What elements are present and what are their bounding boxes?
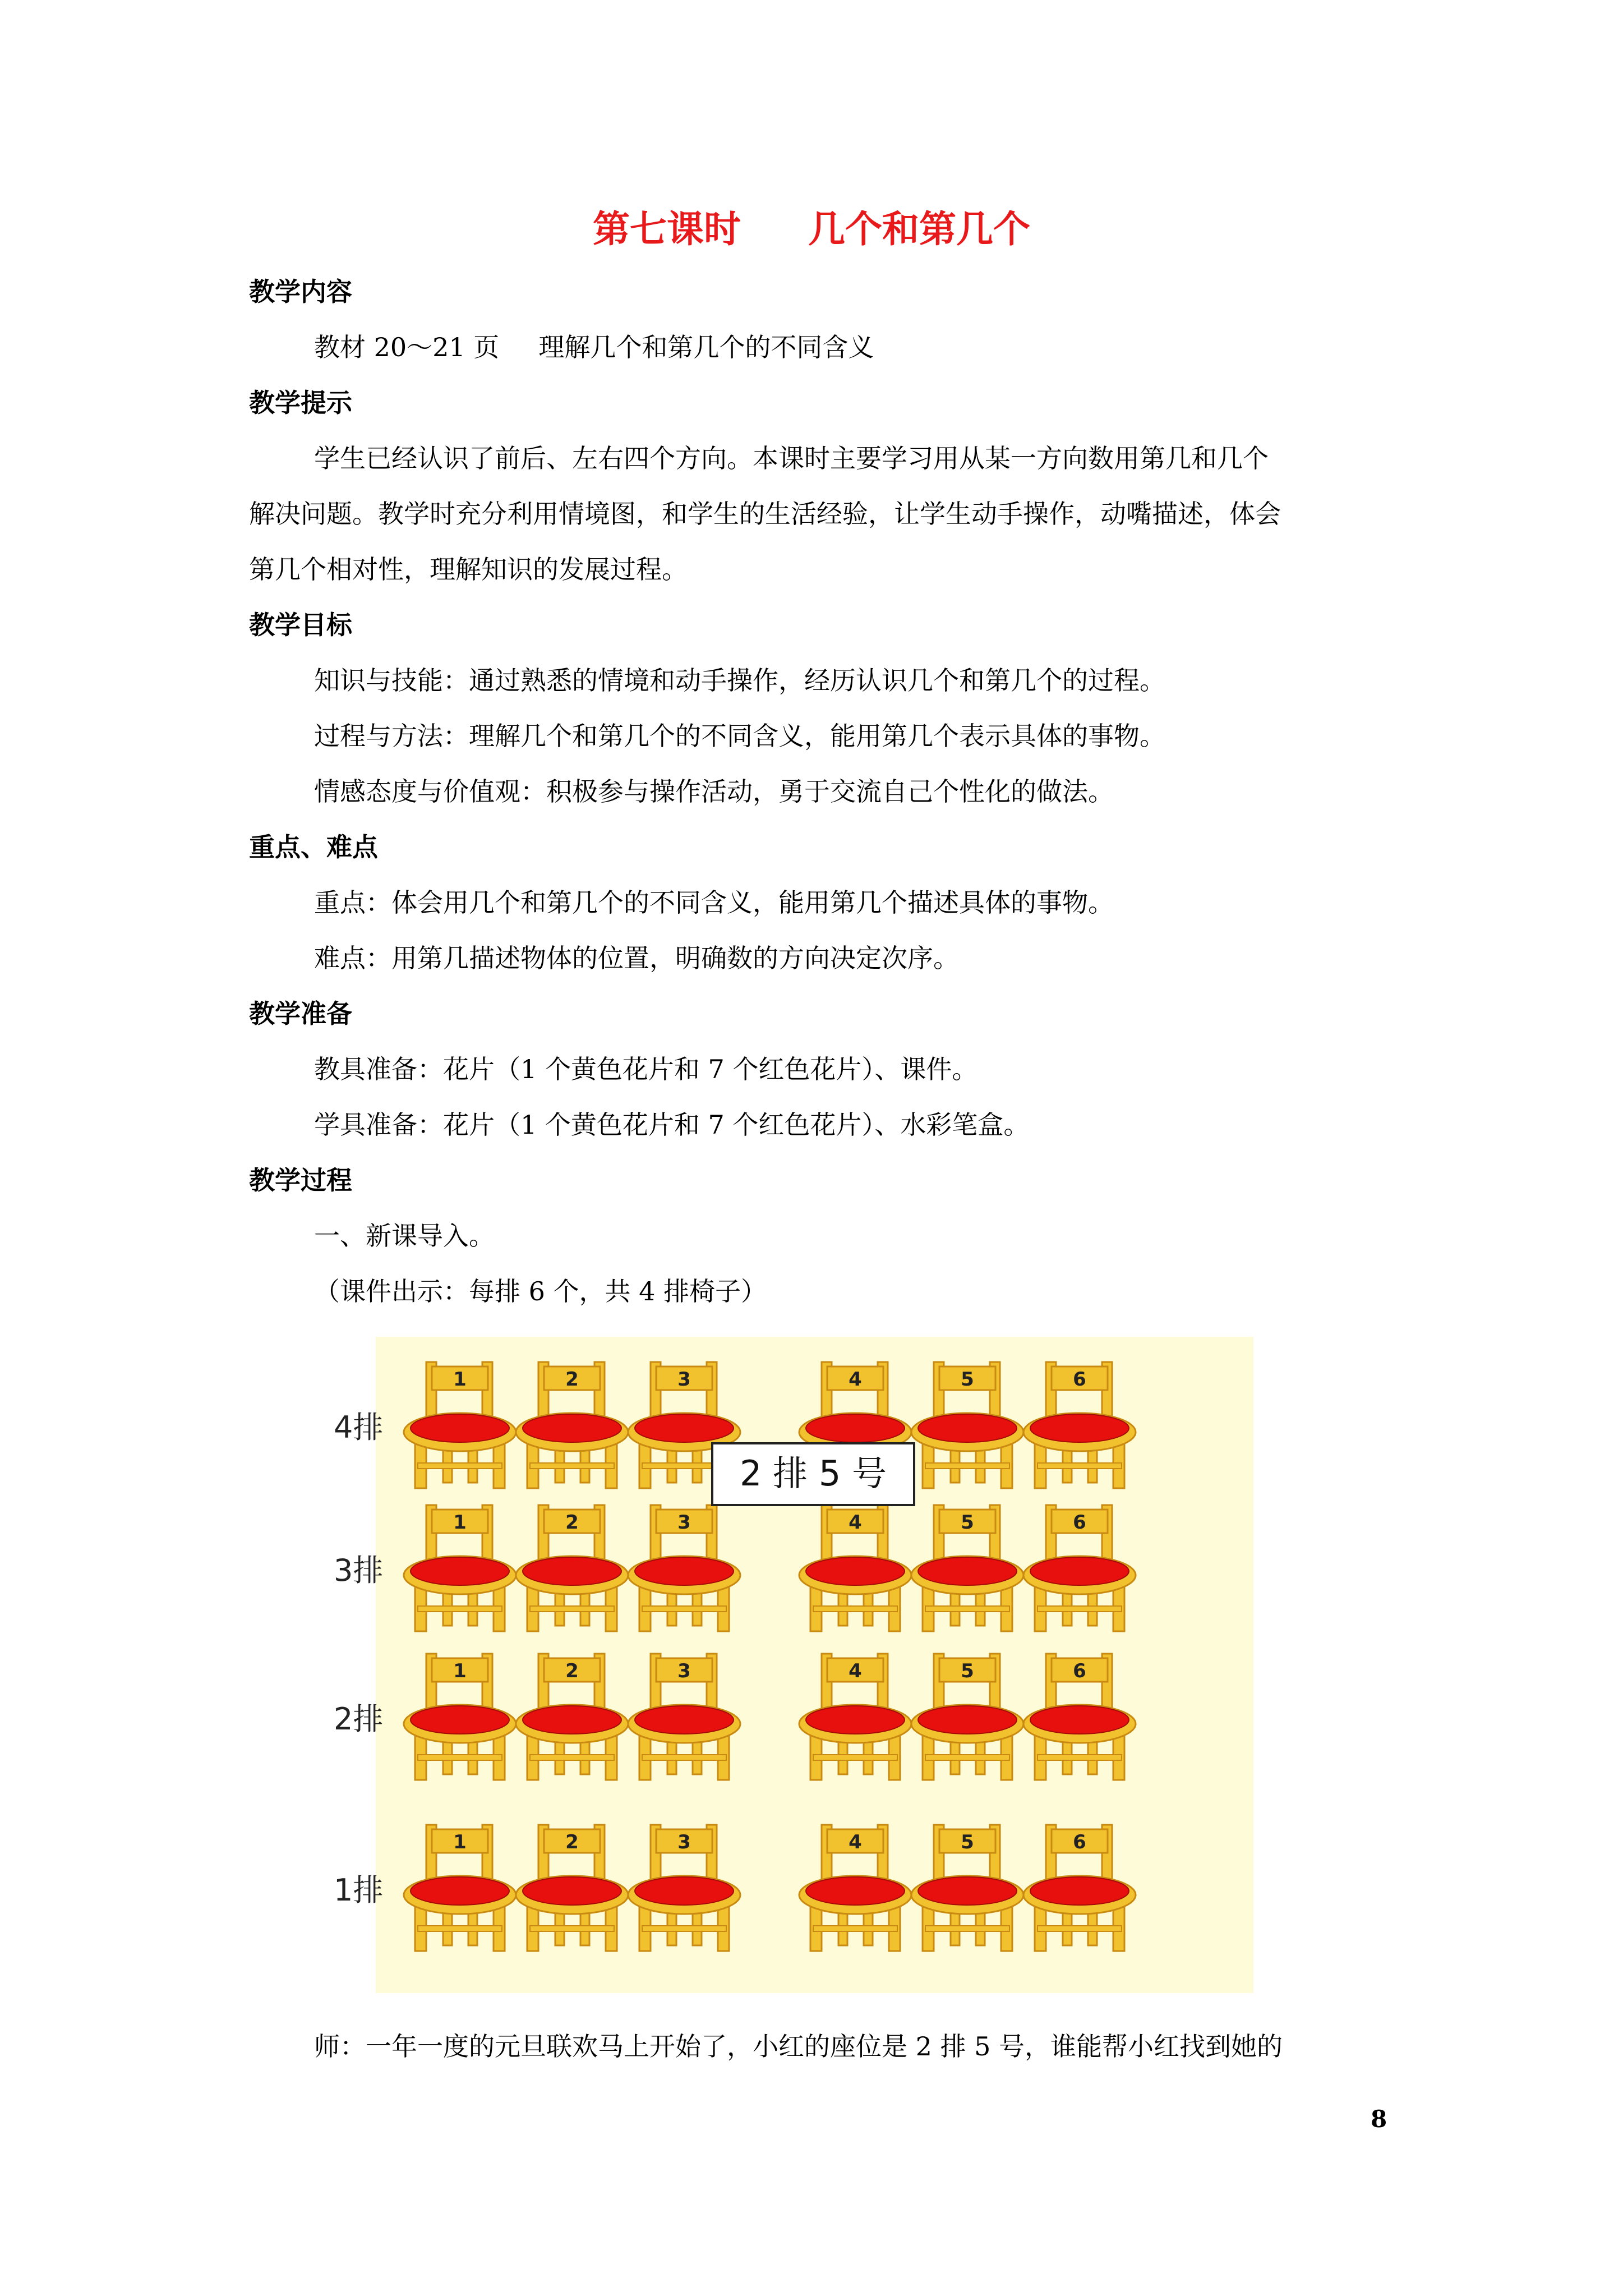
seat-number: 5: [961, 1368, 974, 1391]
seat-cushion: [635, 1414, 734, 1442]
seat-cushion: [918, 1706, 1017, 1734]
process-courseware-note: （课件出示：每排 6 个，共 4 排椅子）: [314, 1276, 767, 1306]
row-label: 1排: [334, 1872, 384, 1908]
page-number: 8: [1371, 2105, 1387, 2133]
tips-paragraph-line-1: 学生已经认识了前后、左右四个方向。本课时主要学习用从某一方向数用第几和几个: [314, 443, 1269, 473]
content-text: [314, 330, 874, 364]
seat-cushion: [523, 1706, 621, 1734]
seat-number: 2: [565, 1511, 579, 1534]
content-pages: 教材 20～21 页: [314, 332, 500, 362]
seat-cushion: [806, 1877, 905, 1905]
seat-cushion: [635, 1877, 734, 1905]
row-label: 4排: [334, 1410, 384, 1445]
seat-number: 4: [849, 1660, 862, 1682]
goal-knowledge: 知识与技能：通过熟悉的情境和动手操作，经历认识几个和第几个的过程。: [314, 665, 1165, 696]
seat-cushion: [1030, 1557, 1129, 1585]
content-summary: 理解几个和第几个的不同含义: [538, 332, 874, 362]
seat-cushion: [806, 1706, 905, 1734]
goal-attitude: 情感态度与价值观：积极参与操作活动，勇于交流自己个性化的做法。: [314, 776, 1114, 807]
seat-number: 5: [961, 1511, 974, 1534]
seat-cushion: [918, 1877, 1017, 1905]
key-point: 重点：体会用几个和第几个的不同含义，能用第几个描述具体的事物。: [314, 887, 1114, 918]
seat-number: 1: [453, 1511, 467, 1534]
heading-key-points: 重点、难点: [249, 832, 378, 862]
teacher-dialogue: 师：一年一度的元旦联欢马上开始了，小红的座位是 2 排 5 号，谁能帮小红找到她的: [314, 2031, 1283, 2062]
goal-process: 过程与方法：理解几个和第几个的不同含义，能用第几个表示具体的事物。: [314, 721, 1165, 751]
tips-paragraph-line-2: 解决问题。教学时充分利用情境图，和学生的生活经验，让学生动手操作，动嘴描述，体会: [249, 499, 1281, 529]
seat-number: 2: [565, 1831, 579, 1853]
seat-number: 2: [565, 1368, 579, 1391]
seat-cushion: [1030, 1414, 1129, 1442]
row-label: 2排: [334, 1701, 384, 1737]
seat-number: 5: [961, 1660, 974, 1682]
chairs-figure: [314, 1337, 1253, 1993]
seat-cushion: [411, 1706, 509, 1734]
seat-cushion: [635, 1557, 734, 1585]
seat-cushion: [1030, 1706, 1129, 1734]
seat-number: 1: [453, 1831, 467, 1853]
seat-cushion: [411, 1877, 509, 1905]
seat-cushion: [411, 1557, 509, 1585]
seat-number: 3: [677, 1831, 691, 1853]
lesson-number: 第七课时: [593, 207, 741, 251]
seat-sign: [712, 1443, 914, 1505]
seat-number: 1: [453, 1660, 467, 1682]
seat-number: 3: [677, 1511, 691, 1534]
seat-number: 4: [849, 1368, 862, 1391]
seat-number: 6: [1073, 1660, 1086, 1682]
difficult-point: 难点：用第几描述物体的位置，明确数的方向决定次序。: [314, 943, 959, 973]
tips-paragraph-line-3: 第几个相对性，理解知识的发展过程。: [249, 554, 688, 585]
chairs-illustration: [314, 1337, 1253, 1993]
seat-cushion: [1030, 1877, 1129, 1905]
seat-number: 5: [961, 1831, 974, 1853]
seat-number: 6: [1073, 1368, 1086, 1391]
seat-cushion: [918, 1557, 1017, 1585]
seat-sign-text: 2 排 5 号: [739, 1453, 887, 1494]
row-label: 3排: [334, 1553, 384, 1588]
page-title: [0, 199, 1623, 252]
teacher-materials: 教具准备：花片（1 个黄色花片和 7 个红色花片）、课件。: [314, 1054, 978, 1084]
student-materials: 学具准备：花片（1 个黄色花片和 7 个红色花片）、水彩笔盒。: [314, 1110, 1030, 1140]
seat-cushion: [523, 1877, 621, 1905]
seat-cushion: [806, 1557, 905, 1585]
seat-number: 4: [849, 1511, 862, 1534]
heading-goals: 教学目标: [249, 610, 352, 640]
process-step-intro: 一、新课导入。: [314, 1221, 495, 1251]
seat-cushion: [918, 1414, 1017, 1442]
seat-number: 3: [677, 1660, 691, 1682]
seat-number: 1: [453, 1368, 467, 1391]
heading-content: 教学内容: [249, 277, 352, 307]
heading-preparation: 教学准备: [249, 999, 352, 1029]
heading-process: 教学过程: [249, 1165, 352, 1195]
seat-cushion: [635, 1706, 734, 1734]
seat-number: 3: [677, 1368, 691, 1391]
lesson-topic: 几个和第几个: [808, 207, 1030, 251]
seat-number: 2: [565, 1660, 579, 1682]
seat-cushion: [411, 1414, 509, 1442]
seat-cushion: [523, 1414, 621, 1442]
seat-number: 4: [849, 1831, 862, 1853]
heading-tips: 教学提示: [249, 388, 352, 418]
seat-cushion: [523, 1557, 621, 1585]
seat-cushion: [806, 1414, 905, 1442]
seat-number: 6: [1073, 1511, 1086, 1534]
seat-number: 6: [1073, 1831, 1086, 1853]
